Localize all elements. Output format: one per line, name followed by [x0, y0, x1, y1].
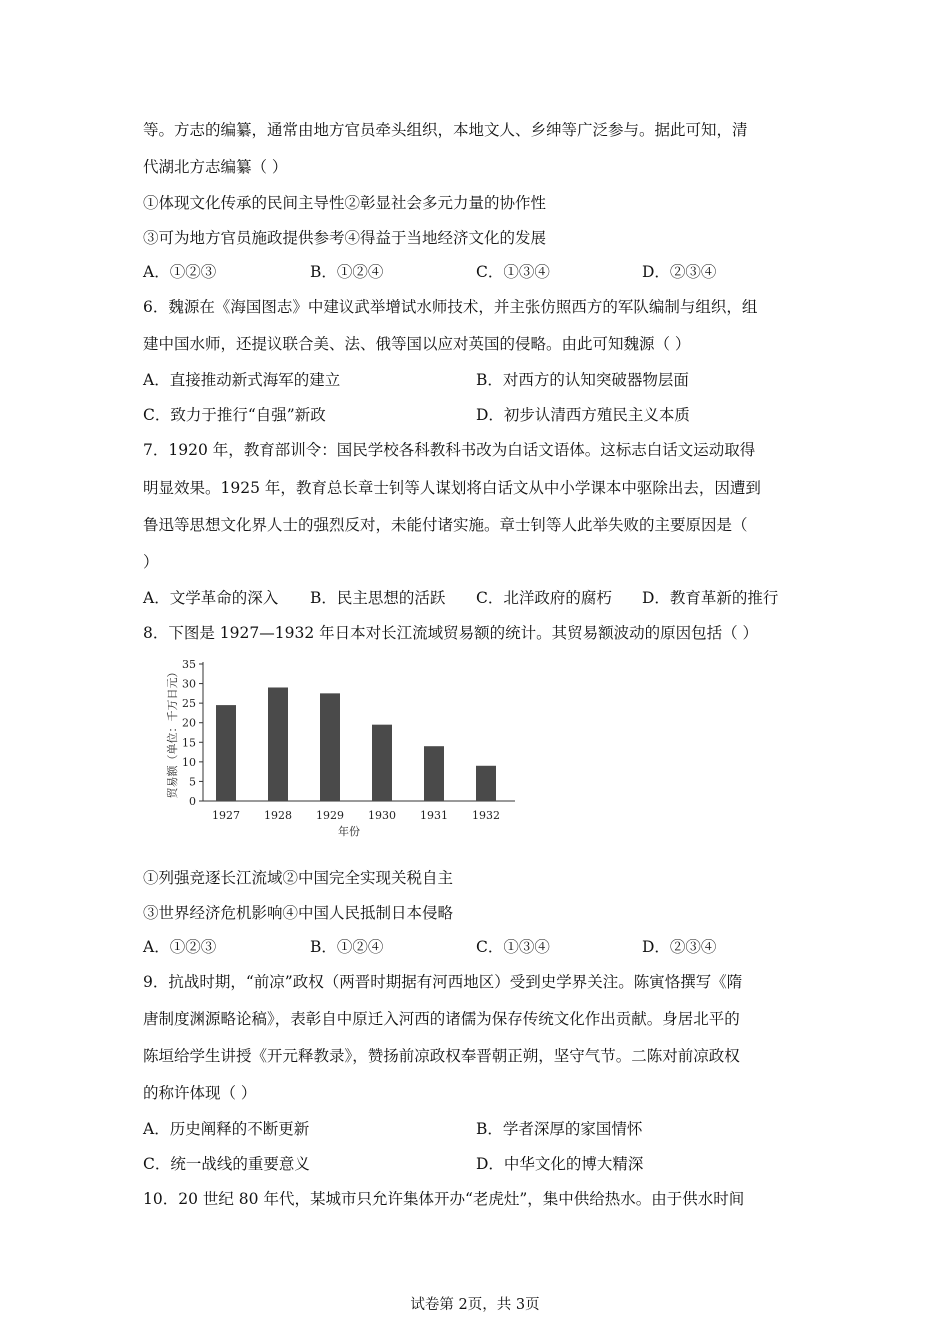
- y-axis-label: 贸易额（单位：千万日元）: [166, 666, 179, 799]
- y-tick-label: 0: [189, 795, 196, 808]
- y-tick-label: 30: [182, 677, 196, 691]
- q9-text-line-1: 9．抗战时期，“前凉”政权（两晋时期据有河西地区）受到史学界关注。陈寅恪撰写《隋: [143, 973, 743, 991]
- q8-option-d[interactable]: D．②③④: [642, 938, 717, 956]
- page-footer: 试卷第 2页，共 3页: [410, 1297, 540, 1313]
- q9-option-a[interactable]: A．历史阐释的不断更新: [143, 1120, 310, 1138]
- y-tick-label: 25: [182, 697, 196, 711]
- y-tick-label: 15: [182, 736, 196, 750]
- q5-option-a[interactable]: A．①②③: [143, 263, 217, 281]
- x-tick-label: 1932: [472, 809, 500, 822]
- bar: [424, 746, 444, 801]
- q10-text-line-1: 10．20 世纪 80 年代，某城市只允许集体开办“老虎灶”，集中供给热水。由于供水时间: [143, 1190, 745, 1208]
- y-tick-label: 5: [189, 775, 196, 789]
- bar: [216, 705, 236, 801]
- q6-text-line-2: 建中国水师，还提议联合美、法、俄等国以应对英国的侵略。由此可知魏源（ ）: [143, 335, 691, 353]
- q9-option-d[interactable]: D．中华文化的博大精深: [476, 1155, 644, 1173]
- q6-option-d[interactable]: D．初步认清西方殖民主义本质: [476, 406, 690, 424]
- q5-text-line-1: 等。方志的编纂，通常由地方官员牵头组织，本地文人、乡绅等广泛参与。据此可知，清: [143, 121, 748, 139]
- q7-text-line-4: ）: [143, 553, 159, 571]
- q5-statements-1: ①体现文化传承的民间主导性②彰显社会多元力量的协作性: [143, 194, 547, 212]
- q9-text-line-2: 唐制度渊源略论稿》，表彰自中原迁入河西的诸儒为保存传统文化作出贡献。身居北平的: [143, 1010, 740, 1028]
- q8-option-c[interactable]: C．①③④: [476, 938, 550, 956]
- q9-option-b[interactable]: B．学者深厚的家国情怀: [476, 1120, 643, 1138]
- q8-option-b[interactable]: B．①②④: [310, 938, 384, 956]
- y-tick-label: 35: [182, 658, 196, 671]
- q9-option-c[interactable]: C．统一战线的重要意义: [143, 1155, 310, 1173]
- x-tick-label: 1930: [368, 809, 396, 822]
- x-tick-label: 1927: [212, 809, 240, 822]
- bar: [476, 766, 496, 801]
- q7-option-b[interactable]: B．民主思想的活跃: [310, 589, 446, 607]
- bar: [268, 687, 288, 801]
- q7-text-line-2: 明显效果。1925 年，教育总长章士钊等人谋划将白话文从中小学课本中驱除出去，因遭到: [143, 479, 761, 497]
- q5-option-b[interactable]: B．①②④: [310, 263, 384, 281]
- q7-text-line-1: 7．1920 年，教育部训令：国民学校各科教科书改为白话文语体。这标志白话文运动取得: [143, 441, 756, 459]
- y-tick-label: 20: [182, 716, 196, 730]
- q6-option-c[interactable]: C．致力于推行“自强”新政: [143, 406, 326, 424]
- x-tick-label: 1929: [316, 809, 344, 822]
- q8-statements-2: ③世界经济危机影响④中国人民抵制日本侵略: [143, 904, 454, 922]
- x-tick-label: 1928: [264, 809, 292, 822]
- q7-option-a[interactable]: A．文学革命的深入: [143, 589, 279, 607]
- q8-statements-1: ①列强竞逐长江流域②中国完全实现关税自主: [143, 869, 454, 887]
- q5-statements-2: ③可为地方官员施政提供参考④得益于当地经济文化的发展: [143, 229, 547, 247]
- q7-option-c[interactable]: C．北洋政府的腐朽: [476, 589, 612, 607]
- q7-option-d[interactable]: D．教育革新的推行: [642, 589, 779, 607]
- q9-text-line-4: 的称许体现（ ）: [143, 1084, 257, 1102]
- q5-option-d[interactable]: D．②③④: [642, 263, 717, 281]
- q7-text-line-3: 鲁迅等思想文化界人士的强烈反对，未能付诸实施。章士钊等人此举失败的主要原因是（: [143, 516, 748, 534]
- q5-option-c[interactable]: C．①③④: [476, 263, 550, 281]
- bar: [372, 725, 392, 801]
- q5-text-line-2: 代湖北方志编纂（ ）: [143, 158, 288, 176]
- q6-option-a[interactable]: A．直接推动新式海军的建立: [143, 371, 341, 389]
- trade-bar-chart: [160, 656, 530, 842]
- q8-text-line-1: 8．下图是 1927—1932 年日本对长江流域贸易额的统计。其贸易额波动的原因包括（ ）: [143, 624, 759, 642]
- bar: [320, 693, 340, 801]
- x-tick-label: 1931: [420, 809, 448, 822]
- x-axis-label: 年份: [338, 825, 360, 838]
- y-tick-label: 10: [182, 755, 196, 769]
- q6-text-line-1: 6．魏源在《海国图志》中建议武举增试水师技术，并主张仿照西方的军队编制与组织，组: [143, 298, 758, 316]
- q9-text-line-3: 陈垣给学生讲授《开元释教录》，赞扬前凉政权奉晋朝正朔，坚守气节。二陈对前凉政权: [143, 1047, 740, 1065]
- q8-option-a[interactable]: A．①②③: [143, 938, 217, 956]
- q6-option-b[interactable]: B．对西方的认知突破器物层面: [476, 371, 689, 389]
